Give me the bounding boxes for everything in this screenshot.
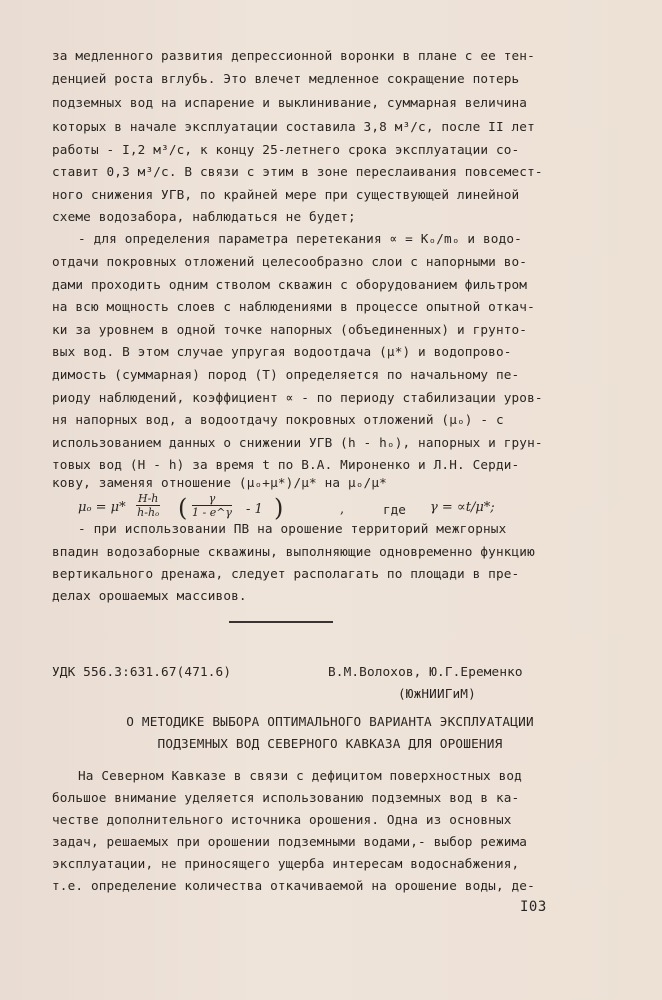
page-number: I03: [520, 899, 547, 915]
article-title-line: О МЕТОДИКЕ ВЫБОРА ОПТИМАЛЬНОГО ВАРИАНТА ЭКСПЛУАТАЦИИ: [126, 714, 534, 729]
text-line: димость (суммарная) пород (T) определяется по начальному пе-: [52, 367, 520, 382]
text-line: делах орошаемых массивов.: [52, 588, 247, 603]
text-line: которых в начале эксплуатации составила 3,8 м³/с, после II лет: [52, 119, 535, 134]
text-line: ного снижения УГВ, по крайней мере при существующей линейной: [52, 187, 520, 202]
text-line: на всю мощность слоев с наблюдениями в процессе опытной откач-: [52, 299, 535, 314]
formula-comma: ,: [340, 502, 345, 517]
article-authors: В.М.Волохов, Ю.Г.Еременко: [328, 664, 523, 679]
text-line: большое внимание уделяется использованию подземных вод в ка-: [52, 790, 520, 805]
formula-fraction-2: [192, 492, 232, 519]
formula-lhs: μₒ = μ*: [78, 500, 126, 515]
text-line: кову, заменяя отношение (μₒ+μ*)/μ* на μₒ/μ*: [52, 475, 387, 490]
fraction-denominator: 1 - e^γ: [192, 506, 233, 519]
text-line: На Северном Кавказе в связи с дефицитом поверхностных вод: [78, 768, 522, 783]
formula-gamma-definition: γ = ∝t/μ*;: [430, 500, 495, 515]
text-line: отдачи покровных отложений целесообразно слои с напорными во-: [52, 254, 528, 269]
open-paren: (: [178, 494, 188, 522]
text-line: ставит 0,3 м³/с. В связи с этим в зоне переслаивания повсемест-: [52, 164, 543, 179]
text-line: - для определения параметра перетекания ∝ = Kₒ/mₒ и водо-: [78, 231, 522, 246]
fraction-denominator: h-hₒ: [137, 506, 160, 519]
text-line: ня напорных вод, а водоотдачу покровных отложений (μₒ) - с: [52, 412, 504, 427]
text-line: ки за уровнем в одной точке напорных (объединенных) и грунто-: [52, 322, 528, 337]
text-line: честве дополнительного источника орошения. Одна из основных: [52, 812, 512, 827]
text-line: товых вод (H - h) за время t по В.А. Мироненко и Л.Н. Серди-: [52, 457, 520, 472]
text-line: подземных вод на испарение и выклинивание, суммарная величина: [52, 95, 528, 110]
udk-code: УДК 556.3:631.67(471.6): [52, 664, 232, 679]
text-line: схеме водозабора, наблюдаться не будет;: [52, 209, 356, 224]
text-line: работы - I,2 м³/с, к концу 25-летнего срока эксплуатации со-: [52, 142, 520, 157]
text-line: вертикального дренажа, следует располагать по площади в пре-: [52, 566, 520, 581]
text-line: денцией роста вглубь. Это влечет медленное сокращение потерь: [52, 71, 520, 86]
text-line: дами проходить одним стволом скважин с оборудованием фильтром: [52, 277, 528, 292]
text-line: вых вод. В этом случае упругая водоотдача (μ*) и водопрово-: [52, 344, 512, 359]
formula-minus-one: - 1: [246, 502, 263, 517]
fraction-numerator: H-h: [138, 492, 159, 505]
text-line: риоду наблюдений, коэффициент ∝ - по периоду стабилизации уров-: [52, 390, 543, 405]
article-institution: (ЮжНИИГиМ): [398, 686, 476, 701]
text-line: задач, решаемых при орошении подземными водами,- выбор режима: [52, 834, 528, 849]
text-line: впадин водозаборные скважины, выполняющие одновременно функцию: [52, 544, 535, 559]
text-line: использованием данных о снижении УГВ (h - hₒ), напорных и грун-: [52, 435, 543, 450]
article-title-line: ПОДЗЕМНЫХ ВОД СЕВЕРНОГО КАВКАЗА ДЛЯ ОРОШЕНИЯ: [157, 736, 503, 751]
text-line: за медленного развития депрессионной воронки в плане с ее тен-: [52, 48, 535, 63]
text-line: эксплуатации, не приносящего ущерба интересам водоснабжения,: [52, 856, 520, 871]
section-divider: [229, 621, 333, 623]
close-paren: ): [274, 494, 284, 522]
fraction-numerator: γ: [192, 492, 232, 506]
text-line: т.е. определение количества откачиваемой на орошение воды, де-: [52, 878, 535, 893]
formula-where-label: где: [383, 502, 406, 517]
formula-fraction-1: [136, 492, 160, 519]
text-line: - при использовании ПВ на орошение территорий межгорных: [78, 521, 507, 536]
